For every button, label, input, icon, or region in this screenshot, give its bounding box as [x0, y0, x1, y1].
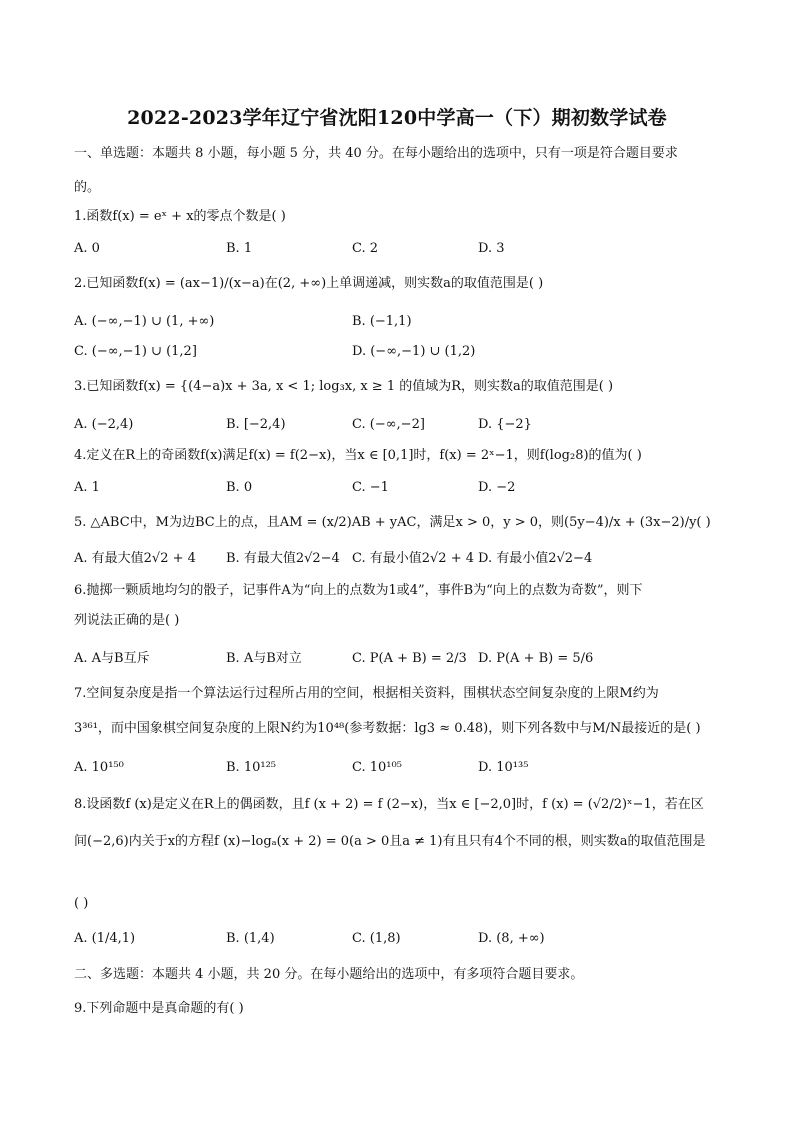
question-1-option-d: D. 3 — [478, 241, 505, 256]
question-6-stem-cont: 列说法正确的是( ) — [74, 613, 180, 628]
question-7-option-d: D. 10¹³⁵ — [478, 760, 529, 775]
question-2-option-b: B. (−1,1) — [352, 314, 412, 329]
question-1-stem: 1.函数f(x) = eˣ + x的零点个数是( ) — [74, 209, 286, 224]
question-7-stem: 7.空间复杂度是指一个算法运行过程所占用的空间，根据相关资料，围棋状态空间复杂度的上限M约为 — [74, 686, 659, 701]
question-5-option-a: A. 有最大值2√2 + 4 — [74, 551, 196, 566]
question-2-option-d: D. (−∞,−1) ∪ (1,2) — [352, 344, 476, 359]
question-8-option-d: D. (8, +∞) — [478, 931, 545, 946]
question-3-option-b: B. [−2,4) — [226, 417, 286, 432]
question-3-option-d: D. {−2} — [478, 417, 532, 432]
question-4-option-a: A. 1 — [74, 480, 100, 495]
question-1-option-c: C. 2 — [352, 241, 379, 256]
question-7-option-b: B. 10¹²⁵ — [226, 760, 276, 775]
question-5-option-b: B. 有最大值2√2−4 — [226, 551, 340, 566]
question-5-stem: 5. △ABC中，M为边BC上的点，且AM = (x/2)AB + yAC，满足x > 0，y > 0，则(5y−4)/x + (3x−2)/y( ) — [74, 515, 711, 530]
question-2-stem: 2.已知函数f(x) = (ax−1)/(x−a)在(2, +∞)上单调递减，则实数a的取值范围是( ) — [74, 276, 544, 291]
question-8-option-c: C. (1,8) — [352, 931, 401, 946]
section-1-header-cont: 的。 — [74, 180, 101, 195]
question-3-option-a: A. (−2,4) — [74, 417, 134, 432]
question-3-option-c: C. (−∞,−2] — [352, 417, 425, 432]
question-7-option-a: A. 10¹⁵⁰ — [74, 760, 124, 775]
question-6-option-c: C. P(A + B) = 2/3 — [352, 651, 467, 666]
question-6-option-b: B. A与B对立 — [226, 651, 302, 666]
question-1-option-b: B. 1 — [226, 241, 253, 256]
question-5-option-d: D. 有最小值2√2−4 — [478, 551, 593, 566]
question-2-option-a: A. (−∞,−1) ∪ (1, +∞) — [74, 314, 215, 329]
question-8-option-b: B. (1,4) — [226, 931, 275, 946]
question-4-option-c: C. −1 — [352, 480, 389, 495]
question-6-option-a: A. A与B互斥 — [74, 651, 150, 666]
question-8-stem: 8.设函数f (x)是定义在R上的偶函数，且f (x + 2) = f (2−x)，当x ∈ [−2,0]时，f (x) = (√2/2)ˣ−1，若在区 — [74, 797, 704, 812]
question-6-stem: 6.抛掷一颗质地均匀的骰子，记事件A为“向上的点数为1或4”，事件B为“向上的点数为奇数”，则下 — [74, 583, 643, 598]
question-8-stem-cont: 间(−2,6)内关于x的方程f (x)−logₐ(x + 2) = 0(a > 0且a ≠ 1)有且只有4个不同的根，则实数a的取值范围是 — [74, 834, 706, 849]
question-7-stem-cont: 3³⁶¹，而中国象棋空间复杂度的上限N约为10⁴⁸(参考数据：lg3 ≈ 0.48)，则下列各数中与M/N最接近的是( ) — [74, 721, 701, 736]
question-5-option-c: C. 有最小值2√2 + 4 — [352, 551, 475, 566]
section-1-header: 一、单选题：本题共 8 小题，每小题 5 分，共 40 分。在每小题给出的选项中，只有一项是符合题目要求 — [74, 146, 678, 161]
question-4-option-d: D. −2 — [478, 480, 516, 495]
question-1-option-a: A. 0 — [74, 241, 100, 256]
question-4-stem: 4.定义在R上的奇函数f(x)满足f(x) = f(2−x)，当x ∈ [0,1]时，f(x) = 2ˣ−1，则f(log₂8)的值为( ) — [74, 448, 642, 463]
question-8-option-a: A. (1/4,1) — [74, 931, 136, 946]
question-3-stem: 3.已知函数f(x) = {(4−a)x + 3a, x < 1; log₃x, x ≥ 1 的值域为R，则实数a的取值范围是( ) — [74, 379, 614, 394]
question-7-option-c: C. 10¹⁰⁵ — [352, 760, 402, 775]
section-2-header: 二、多选题：本题共 4 小题，共 20 分。在每小题给出的选项中，有多项符合题目要求。 — [74, 967, 584, 982]
question-8-stem-paren: ( ) — [74, 896, 89, 911]
question-6-option-d: D. P(A + B) = 5/6 — [478, 651, 594, 666]
question-9-stem: 9.下列命题中是真命题的有( ) — [74, 1001, 244, 1016]
question-2-option-c: C. (−∞,−1) ∪ (1,2] — [74, 344, 197, 359]
page-title: 2022-2023学年辽宁省沈阳120中学高一（下）期初数学试卷 — [127, 107, 667, 129]
question-4-option-b: B. 0 — [226, 480, 253, 495]
